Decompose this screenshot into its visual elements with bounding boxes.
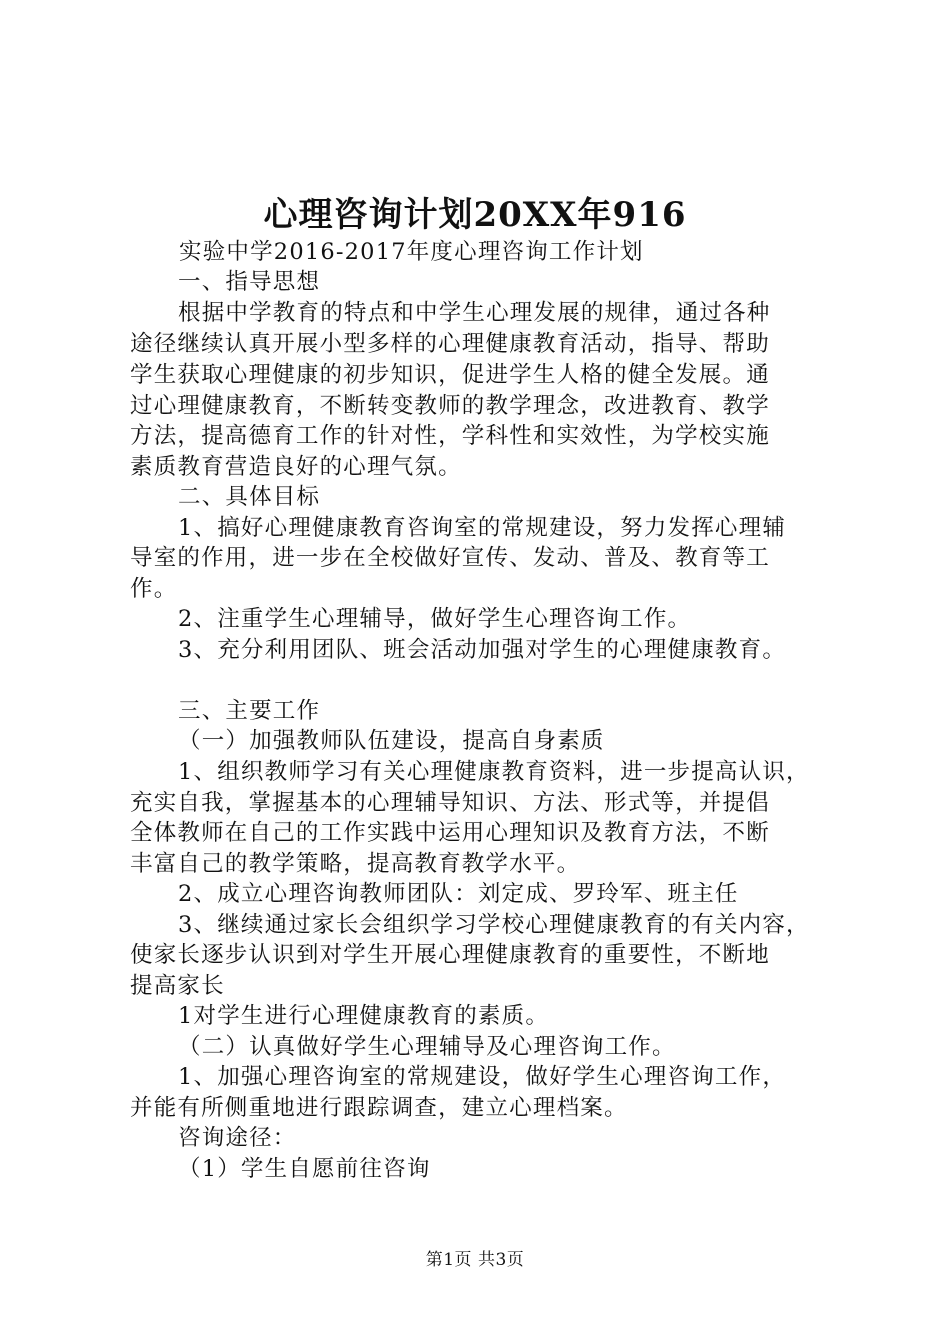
paragraph-line: 过心理健康教育，不断转变教师的教学理念，改进教育、教学 (130, 393, 770, 419)
paragraph-line: 1对学生进行心理健康教育的素质。 (178, 1003, 550, 1029)
paragraph-line: 使家长逐步认识到对学生开展心理健康教育的重要性，不断地 (130, 942, 770, 968)
section-heading: 二、具体目标 (178, 484, 321, 510)
paragraph-line: 全体教师在自己的工作实践中运用心理知识及教育方法，不断 (130, 820, 770, 846)
paragraph-line: 根据中学教育的特点和中学生心理发展的规律，通过各种 (178, 300, 771, 326)
subsection-heading: （一）加强教师队伍建设，提高自身素质 (178, 728, 605, 754)
paragraph-line: 素质教育营造良好的心理气氛。 (130, 454, 462, 480)
paragraph-line: 1、组织教师学习有关心理健康教育资料，进一步提高认识， (178, 759, 810, 785)
paragraph-line: 作。 (130, 576, 178, 602)
page-footer: 第1页 共3页 (425, 1250, 525, 1270)
paragraph-line: 1、加强心理咨询室的常规建设，做好学生心理咨询工作， (178, 1064, 787, 1090)
paragraph-line: 并能有所侧重地进行跟踪调查，建立心理档案。 (130, 1095, 628, 1121)
subsection-heading: （二）认真做好学生心理辅导及心理咨询工作。 (178, 1034, 676, 1060)
paragraph-line: 学生获取心理健康的初步知识，促进学生人格的健全发展。通 (130, 362, 770, 388)
paragraph-line: 咨询途径： (178, 1125, 297, 1151)
paragraph-line: （1）学生自愿前往咨询 (178, 1156, 431, 1182)
paragraph-line: 2、注重学生心理辅导，做好学生心理咨询工作。 (178, 606, 692, 632)
paragraph-line: 充实自我，掌握基本的心理辅导知识、方法、形式等，并提倡 (130, 790, 770, 816)
paragraph-line: 丰富自己的教学策略，提高教育教学水平。 (130, 851, 581, 877)
paragraph-line: 3、充分利用团队、班会活动加强对学生的心理健康教育。 (178, 637, 787, 663)
paragraph-line: 3、继续通过家长会组织学习学校心理健康教育的有关内容， (178, 912, 810, 938)
plan-subtitle: 实验中学2016-2017年度心理咨询工作计划 (179, 239, 644, 265)
paragraph-line: 提高家长 (130, 973, 225, 999)
section-heading: 三、主要工作 (178, 698, 321, 724)
document-title: 心理咨询计划20XX年916 (263, 195, 687, 235)
paragraph-line: 2、成立心理咨询教师团队：刘定成、罗玲军、班主任 (178, 881, 739, 907)
paragraph-line: 1、搞好心理健康教育咨询室的常规建设，努力发挥心理辅 (178, 515, 787, 541)
section-heading: 一、指导思想 (178, 269, 321, 295)
paragraph-line: 途径继续认真开展小型多样的心理健康教育活动，指导、帮助 (130, 331, 770, 357)
paragraph-line: 方法，提高德育工作的针对性，学科性和实效性，为学校实施 (130, 423, 770, 449)
paragraph-line: 导室的作用，进一步在全校做好宣传、发动、普及、教育等工 (130, 545, 770, 571)
